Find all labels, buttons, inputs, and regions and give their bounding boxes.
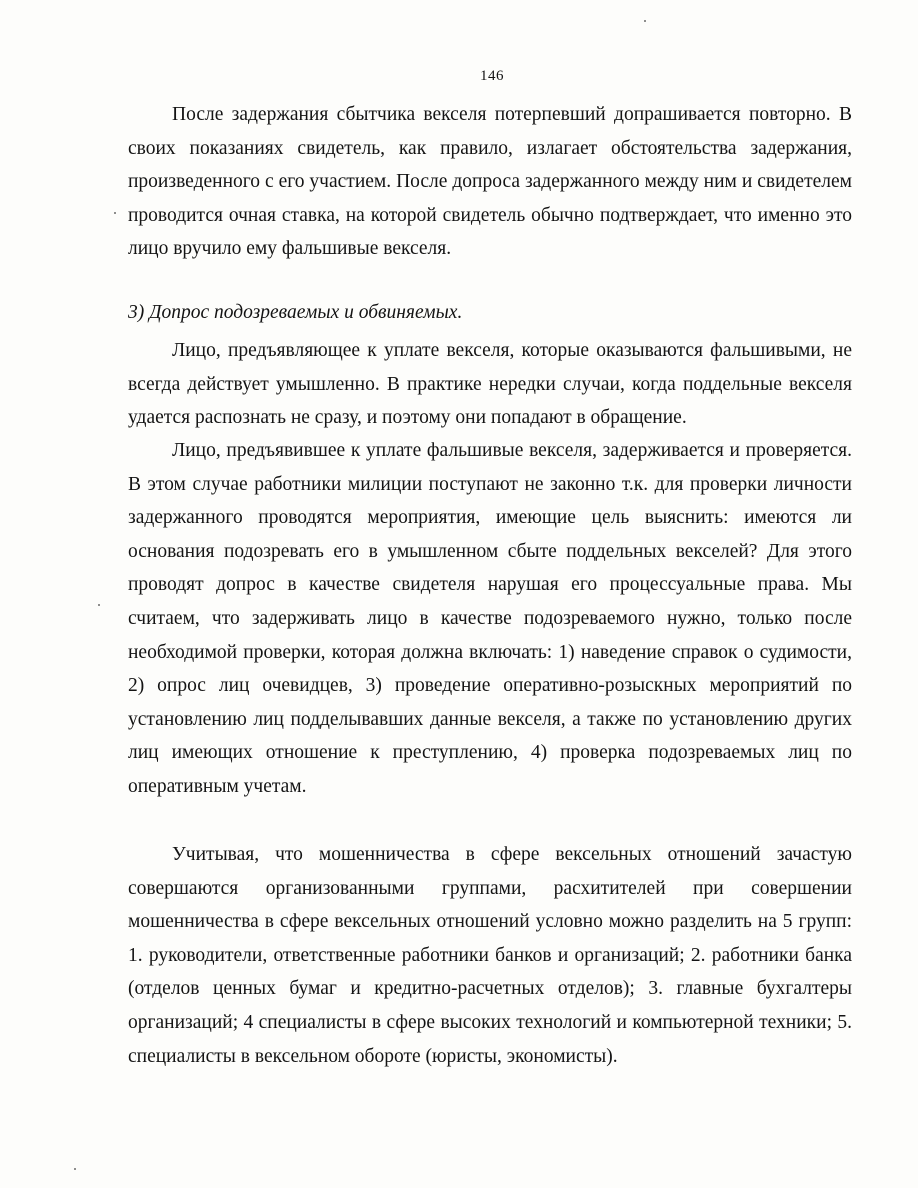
paragraph-detention-check: Лицо, предъявившее к уплате фальшивые векселя, задерживается и проверяется. В этом случае работники милиции поступают не законно т.к. для проверки личности задержанного проводятся мероприятия, имеющие цель выяснить: имеются ли основания подозревать его в умышленном сбыте поддельных векселей? Для этого проводят допрос в качестве свидетеля нарушая его процессуальные права. Мы считаем, что задерживать лицо в качестве подозреваемого нужно, только после необходимой проверки, которая должна включать: 1) наведение справок о судимости, 2) опрос лиц очевидцев, 3) проведение оперативно-розыскных мероприятий по установлению лиц подделывавших данные векселя, а также по установлению других лиц имеющих отношение к преступлению, 4) проверка подозреваемых лиц по оперативным учетам. xyxy=(128,440,852,797)
paragraph-block-1 xyxy=(128,98,852,266)
scan-speck xyxy=(74,1168,76,1170)
scan-speck xyxy=(114,212,116,214)
paragraph-offender-groups: Учитывая, что мошенничества в сфере вексельных отношений зачастую совершаются организованными группами, расхитителей при совершении мошенничества в сфере вексельных отношений условно можно разделить на 5 групп: 1. руководители, ответственные работники банков и организаций; 2. работники банка (отделов ценных бумаг и кредитно-расчетных отделов); 3. главные бухгалтеры организаций; 4 специалисты в сфере высоких технологий и компьютерной техники; 5. специалисты в вексельном обороте (юристы, экономисты). xyxy=(128,844,852,1067)
paragraph-block-4 xyxy=(128,838,852,1073)
scan-speck xyxy=(644,20,646,22)
paragraph-block-3 xyxy=(128,434,852,804)
page-number: 146 xyxy=(480,68,504,84)
paragraph-unintentional-presentation: Лицо, предъявляющее к уплате векселя, которые оказываются фальшивыми, не всегда действует умышленно. В практике нередки случаи, когда поддельные векселя удается распознать не сразу, и поэтому они попадают в обращение. xyxy=(128,340,852,429)
scan-speck xyxy=(98,604,100,606)
section-heading-suspects: 3) Допрос подозреваемых и обвиняемых. xyxy=(128,302,463,323)
paragraph-block-2 xyxy=(128,334,852,435)
paragraph-victim-requestioning: После задержания сбытчика векселя потерпевший допрашивается повторно. В своих показаниях свидетель, как правило, излагает обстоятельства задержания, произведенного с его участием. После допроса задержанного между ним и свидетелем проводится очная ставка, на которой свидетель обычно подтверждает, что именно это лицо вручило ему фальшивые векселя. xyxy=(128,104,852,260)
